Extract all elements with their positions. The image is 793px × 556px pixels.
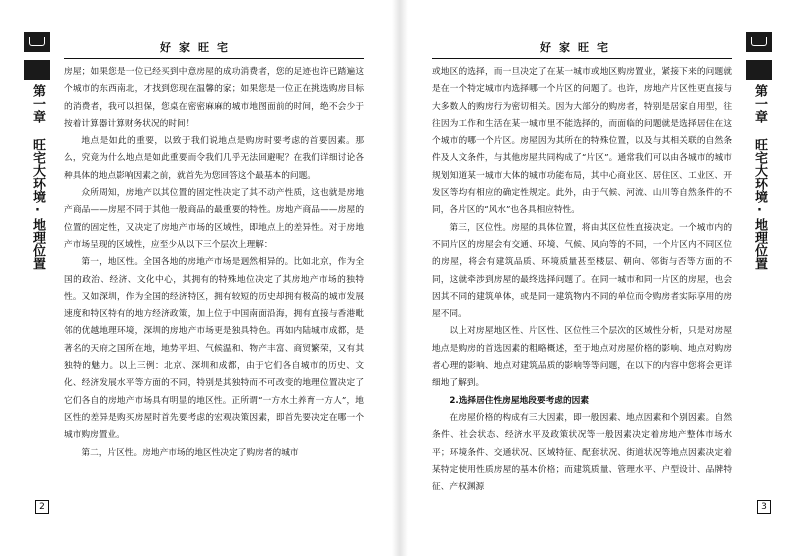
paragraph: 在房屋价格的构成有三大因素，即一般因素、地点因素和个别因素。自然条件、社会状态、经济水平及政策状况等一般因素决定着房地产整体市场水平；环境条件、交通状况、区域特征、配套状况、街道状况等地点因素决定着某特定使用性质房屋的基本价格；而建筑质量、管理水平、户型设计、品牌特征、产权渊源 <box>432 412 732 493</box>
chapter-tab <box>24 60 50 80</box>
running-title: 好家旺宅 <box>540 41 616 54</box>
chapter-tab <box>746 60 772 80</box>
page-body <box>432 64 732 496</box>
chapter-side-title: 第一章 旺宅大环境·地理位置 <box>752 84 767 270</box>
paragraph: 或地区的选择，而一旦决定了在某一城市或地区购房置业，紧接下来的问题就是在一个特定城市内选择哪一个片区的问题了。也许，房地产片区性更直接与大多数人的购房行为密切相关。因为大部分的购房者，特别是居家自用型，往往因为工作和生活在某一城市里不能选择的，而面临的问题就是选择居住在这个城市的哪一个片区。房屋因为其所在的特殊位置，以及与其相关联的自然条件及人文条件，与其他房屋共同构成了“片区”。通常我们可以由各城市的城市规划知道某一城市大体的城市功能布局，其中心商业区、居住区、工业区、开发区等均有相应的确定性规定。此外，由于气候、河流、山川等自然条件的不同，各片区的“风水”也各具相应特性。 <box>432 67 732 216</box>
section-heading: 2.选择居住性房屋地段要考虑的因素 <box>449 395 590 406</box>
page-body <box>64 64 364 462</box>
corner-ornament <box>24 32 50 52</box>
running-title: 好家旺宅 <box>160 41 236 54</box>
paragraph: 第一，地区性。全国各地的房地产市场是迥然相异的。比如北京，作为全国的政治、经济、文化中心，其拥有的特殊地位决定了其房地产市场的独特性。又如深圳，作为全国的经济特区，拥有较短的历史却拥有极高的城市发展速度和特区特有的地方经济政策，加上位于中国南面沿海，拥有直接与香港毗邻的优越地理环境，深圳的房地产市场更是独具特色。再如内陆城市成都，是著名的天府之国所在地，地势平坦、气候温和、物产丰富、商贸繁荣，又有其独特的魅力。以上三例：北京、深圳和成都，由于它们各自城市的历史、文化、经济发展水平等方面的不同，特别是其独特而不可改变的地理位置决定了它们各自的房地产市场具有明显的地区性。正所谓“一方水土养育一方人”，地区性的差异是购买房屋时首先要考虑的宏观决策因素，即首先要决定在哪一个城市购房置业。 <box>64 257 364 441</box>
paragraph: 以上对房屋地区性、片区性、区位性三个层次的区域性分析，只是对房屋地点是购房的首选因素的粗略概述，至于地点对房屋价格的影响、地点对购房者心理的影响、地点对建筑品质的影响等等问题，在以下的内容中您将会更详细地了解到。 <box>432 326 732 389</box>
header-rule <box>64 58 364 59</box>
right-page <box>400 0 793 556</box>
paragraph: 地点是如此的重要，以致于我们说地点是购房时要考虑的首要因素。那么，究竟为什么地点是如此重要而令我们几乎无法回避呢？在我们详细讨论各种具体的地点影响因素之前，就首先为您回答这个最基本的问题。 <box>64 136 364 181</box>
page-number: 2 <box>35 500 49 514</box>
paragraph: 第三，区位性。房屋的具体位置，将由其区位性直接决定。一个城市内的不同片区的房屋会有交通、环境、气候、风向等的不同，一个片区内不同区位的房屋，将会有建筑品质、环境质量甚至楼层、朝向、邻街与否等方面的不同，这就牵涉到房屋的最终选择问题了。在同一城市和同一片区的房屋，也会因其不同的建筑单体，或是同一建筑物内不同的单位而令购房者实际享用的房屋不同。 <box>432 222 732 320</box>
header-rule <box>432 58 732 59</box>
paragraph: 第二，片区性。房地产市场的地区性决定了购房者的城市 <box>81 447 299 458</box>
chapter-side-title: 第一章 旺宅大环境·地理位置 <box>30 84 45 270</box>
paragraph: 众所周知，房地产以其位置的固定性决定了其不动产性质，这也就是房地产商品——房屋不同于其他一般商品的最重要的特性。房地产商品——房屋的位置的固定性，又决定了房地产市场的区域性，即地点上的差异性。对于房地产市场呈现的区域性，应至少从以下三个层次上理解： <box>64 188 364 250</box>
corner-ornament <box>746 32 772 52</box>
page-number: 3 <box>757 500 771 514</box>
paragraph: 房屋；如果您是一位已经买到中意房屋的成功消费者，您的足迹也许已踏遍这个城市的东西南北，才找到您现在温馨的家；如果您是一位正在挑选购房目标的消费者，我可以担保，您桌在密密麻麻的城市地图面前的时间，绝不会少于按着计算器计算财务状况的时间！ <box>64 67 364 129</box>
